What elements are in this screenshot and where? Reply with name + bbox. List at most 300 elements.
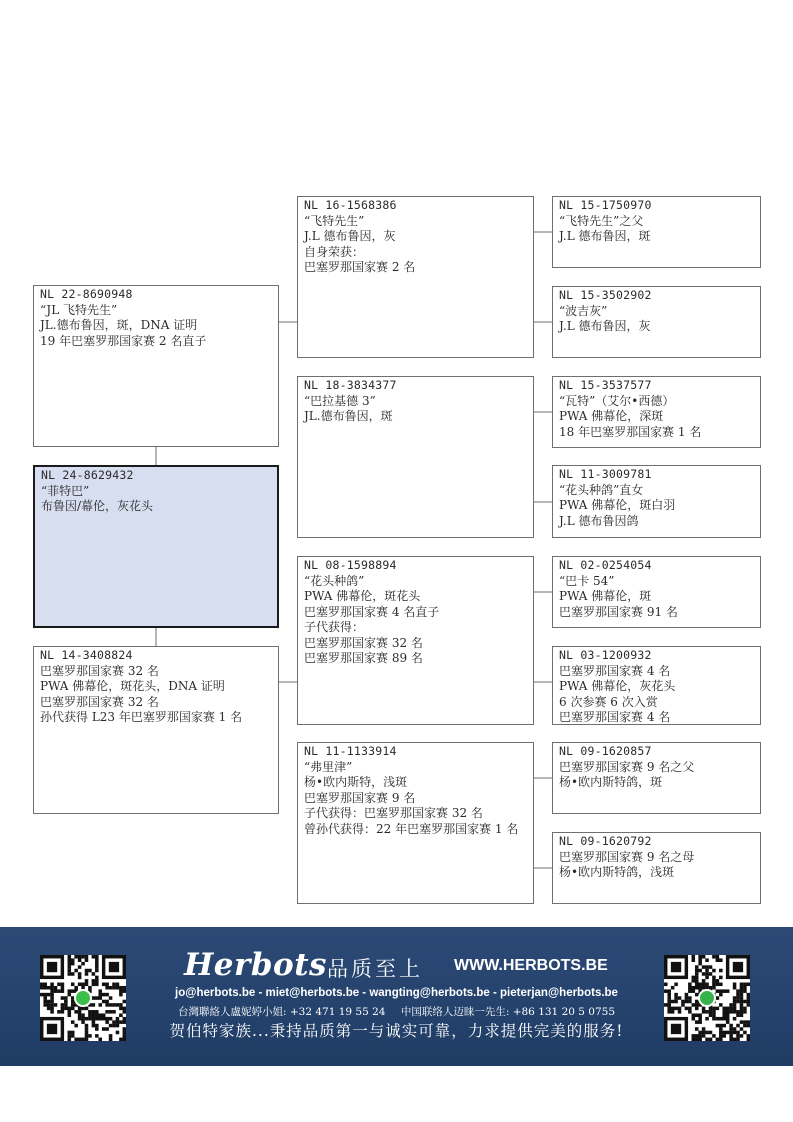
phone-china: 中国联络人迈睐一先生: +86 131 20 5 0755 bbox=[400, 1006, 616, 1018]
qr-module bbox=[733, 983, 737, 987]
qr-module bbox=[747, 1034, 750, 1038]
qr-module bbox=[667, 996, 671, 1000]
qr-module bbox=[95, 976, 99, 980]
qr-module bbox=[698, 962, 702, 966]
qr-module bbox=[695, 993, 699, 997]
pedigree-line: J.L 德布鲁因，灰 bbox=[559, 319, 651, 333]
qr-module bbox=[736, 1013, 740, 1017]
qr-module bbox=[685, 1007, 689, 1011]
qr-module bbox=[726, 989, 730, 993]
pedigree-line: 巴塞罗那国家赛 9 名之母 bbox=[559, 849, 695, 864]
qr-module bbox=[95, 955, 99, 959]
qr-module bbox=[695, 969, 699, 973]
qr-module bbox=[705, 972, 709, 976]
qr-module bbox=[692, 1034, 696, 1038]
ring-number: NL 24-8629432 bbox=[41, 468, 134, 482]
qr-module bbox=[68, 972, 72, 976]
qr-module bbox=[747, 1003, 750, 1007]
qr-module bbox=[698, 969, 702, 973]
qr-module bbox=[733, 1010, 737, 1014]
pedigree-box-sire-sire[interactable] bbox=[297, 196, 534, 358]
qr-module bbox=[743, 1020, 747, 1024]
qr-module bbox=[736, 1010, 740, 1014]
ring-number: NL 09-1620792 bbox=[559, 834, 652, 848]
qr-module bbox=[705, 965, 709, 969]
pedigree-line: 杨•欧内斯特鸽，浅斑 bbox=[559, 865, 675, 879]
qr-module bbox=[702, 1034, 706, 1038]
qr-module bbox=[719, 958, 723, 962]
qr-module bbox=[705, 969, 709, 973]
qr-module bbox=[688, 996, 692, 1000]
qr-module bbox=[743, 983, 747, 987]
qr-module bbox=[68, 969, 72, 973]
ring-number: NL 22-8690948 bbox=[40, 287, 133, 301]
pedigree-line: 巴塞罗那国家赛 91 名 bbox=[559, 604, 678, 619]
pedigree-line: 巴塞罗那国家赛 4 名 bbox=[559, 663, 671, 678]
qr-module bbox=[95, 969, 99, 973]
qr-module bbox=[702, 986, 706, 990]
pedigree-box-sire-dam-dam[interactable] bbox=[552, 465, 761, 538]
qr-module bbox=[681, 1000, 685, 1004]
pedigree-line: JL.德布鲁因，斑 bbox=[304, 409, 393, 423]
qr-module bbox=[71, 983, 75, 987]
qr-module bbox=[736, 993, 740, 997]
qr-module bbox=[692, 989, 696, 993]
qr-module bbox=[85, 958, 89, 962]
qr-module bbox=[733, 1017, 737, 1021]
qr-module bbox=[68, 955, 72, 959]
pedigree-line: 杨•欧内斯特，浅斑 bbox=[304, 775, 408, 789]
qr-module bbox=[695, 1034, 699, 1038]
qr-module bbox=[698, 1031, 702, 1035]
qr-module bbox=[74, 969, 78, 973]
pedigree-line: 巴塞罗那国家赛 9 名 bbox=[304, 790, 416, 805]
qr-module bbox=[740, 996, 744, 1000]
qr-module bbox=[50, 1000, 54, 1004]
pedigree-line: 巴塞罗那国家赛 32 名 bbox=[304, 635, 423, 650]
pedigree-box-sire[interactable] bbox=[33, 285, 279, 447]
ring-number: NL 18-3834377 bbox=[304, 378, 397, 392]
qr-module bbox=[105, 1000, 109, 1004]
qr-module bbox=[716, 1024, 720, 1028]
qr-module bbox=[692, 986, 696, 990]
qr-module bbox=[719, 989, 723, 993]
qr-module bbox=[698, 1017, 702, 1021]
qr-module bbox=[729, 1003, 733, 1007]
qr-module bbox=[695, 986, 699, 990]
qr-code-wechat-icon[interactable] bbox=[664, 955, 750, 1041]
website-link[interactable]: WWW.HERBOTS.BE bbox=[454, 957, 608, 974]
qr-module bbox=[78, 972, 82, 976]
pedigree-line: 杨•欧内斯特鸽，斑 bbox=[559, 775, 663, 789]
qr-finder-pattern bbox=[671, 962, 681, 972]
qr-module bbox=[702, 972, 706, 976]
qr-module bbox=[102, 983, 106, 987]
qr-module bbox=[716, 1038, 720, 1041]
qr-module bbox=[726, 1017, 730, 1021]
qr-module bbox=[747, 1020, 750, 1024]
qr-module bbox=[736, 1034, 740, 1038]
qr-module bbox=[674, 993, 678, 997]
qr-module bbox=[43, 983, 47, 987]
qr-module bbox=[78, 958, 82, 962]
pedigree-line: 子代获得：巴塞罗那国家赛 32 名 bbox=[304, 806, 483, 820]
brand-row bbox=[184, 947, 614, 983]
qr-module bbox=[78, 976, 82, 980]
qr-module bbox=[716, 1017, 720, 1021]
qr-module bbox=[705, 983, 709, 987]
qr-module bbox=[85, 972, 89, 976]
qr-module bbox=[729, 1031, 733, 1035]
qr-module bbox=[692, 979, 696, 983]
qr-module bbox=[709, 1007, 713, 1011]
qr-module bbox=[116, 983, 120, 987]
qr-module bbox=[688, 1000, 692, 1004]
pedigree-line: “波吉灰” bbox=[559, 303, 608, 318]
qr-module bbox=[74, 955, 78, 959]
pedigree-line: 巴塞罗那国家赛 89 名 bbox=[304, 651, 423, 665]
qr-module bbox=[712, 983, 716, 987]
pedigree-box-dam-dam-sire[interactable] bbox=[552, 742, 761, 814]
qr-module bbox=[740, 1013, 744, 1017]
qr-module bbox=[712, 1010, 716, 1014]
qr-module bbox=[705, 976, 709, 980]
qr-module bbox=[698, 1034, 702, 1038]
qr-module bbox=[705, 1010, 709, 1014]
qr-module bbox=[667, 1010, 671, 1014]
qr-module bbox=[688, 986, 692, 990]
qr-module bbox=[695, 1027, 699, 1031]
qr-module bbox=[716, 1007, 720, 1011]
qr-module bbox=[722, 1010, 726, 1014]
qr-module bbox=[709, 986, 713, 990]
qr-module bbox=[688, 1010, 692, 1014]
qr-module bbox=[712, 986, 716, 990]
qr-module bbox=[71, 972, 75, 976]
pedigree-line: “花头种鸽” bbox=[304, 573, 365, 588]
qr-module bbox=[733, 1003, 737, 1007]
contact-emails[interactable]: jo@herbots.be - miet@herbots.be - wangting@herbots.be - pieterjan@herbots.be bbox=[175, 987, 618, 999]
qr-module bbox=[92, 972, 96, 976]
pedigree-box-dam-dam[interactable] bbox=[297, 742, 534, 904]
ring-number: NL 11-3009781 bbox=[559, 467, 652, 481]
qr-module bbox=[678, 996, 682, 1000]
pedigree-line: “JL 飞特先生” bbox=[40, 302, 118, 317]
pedigree-line: “弗里津” bbox=[304, 759, 353, 774]
pedigree-line: “巴卡 54” bbox=[559, 573, 615, 588]
qr-module bbox=[102, 1000, 106, 1004]
qr-app-badge-icon bbox=[699, 990, 715, 1006]
qr-module bbox=[698, 983, 702, 987]
qr-module bbox=[695, 1000, 699, 1004]
pedigree-box-dam-sire-sire[interactable] bbox=[552, 556, 761, 628]
pedigree-line: 巴塞罗那国家赛 32 名 bbox=[40, 694, 159, 709]
qr-module bbox=[729, 1024, 733, 1028]
qr-module bbox=[674, 1007, 678, 1011]
qr-module bbox=[667, 1007, 671, 1011]
qr-module bbox=[695, 1007, 699, 1011]
qr-module bbox=[736, 1024, 740, 1028]
pedigree-line: PWA 佛幕伦，斑白羽 bbox=[559, 498, 676, 512]
pedigree-line: 6 次参赛 6 次入赏 bbox=[559, 694, 658, 709]
qr-module bbox=[733, 1007, 737, 1011]
qr-module bbox=[698, 958, 702, 962]
pedigree-box-dam[interactable] bbox=[33, 646, 279, 814]
qr-module bbox=[729, 1034, 733, 1038]
qr-module bbox=[85, 969, 89, 973]
ring-number: NL 14-3408824 bbox=[40, 648, 133, 662]
pedigree-line: J.L 德布鲁因，灰 bbox=[304, 229, 396, 243]
qr-module bbox=[705, 958, 709, 962]
qr-module bbox=[736, 996, 740, 1000]
qr-module bbox=[692, 955, 696, 959]
pedigree-line: “瓦特”（艾尔•西德） bbox=[559, 393, 675, 408]
qr-module bbox=[712, 1007, 716, 1011]
ring-number: NL 16-1568386 bbox=[304, 198, 397, 212]
pedigree-line: 子代获得： bbox=[304, 620, 365, 634]
qr-module bbox=[736, 989, 740, 993]
qr-module bbox=[674, 1000, 678, 1004]
qr-module bbox=[674, 996, 678, 1000]
qr-module bbox=[733, 1000, 737, 1004]
qr-module bbox=[667, 993, 671, 997]
pedigree-line: 18 年巴塞罗那国家赛 1 名 bbox=[559, 424, 702, 439]
qr-module bbox=[722, 1013, 726, 1017]
qr-module bbox=[695, 1013, 699, 1017]
qr-module bbox=[716, 983, 720, 987]
qr-module bbox=[705, 1038, 709, 1041]
qr-module bbox=[747, 993, 750, 997]
pedigree-box-dam-sire-dam[interactable] bbox=[552, 646, 761, 725]
qr-module bbox=[92, 979, 96, 983]
pedigree-line: “飞特先生” bbox=[304, 213, 365, 228]
qr-module bbox=[740, 1027, 744, 1031]
qr-module bbox=[743, 989, 747, 993]
qr-module bbox=[747, 1024, 750, 1028]
qr-module bbox=[712, 955, 716, 959]
qr-module bbox=[702, 983, 706, 987]
qr-module bbox=[678, 1010, 682, 1014]
pedigree-box-sire-dam[interactable] bbox=[297, 376, 534, 538]
qr-module bbox=[123, 1000, 126, 1004]
qr-module bbox=[692, 1013, 696, 1017]
pedigree-line: 布鲁因/幕伦，灰花头 bbox=[41, 499, 154, 513]
qr-module bbox=[698, 955, 702, 959]
footer-slogan: 贺伯特家族...秉持品质第一与诚实可靠，力求提供完美的服务! bbox=[169, 1022, 624, 1040]
pedigree-line: PWA 佛幕伦，斑 bbox=[559, 589, 652, 603]
qr-module bbox=[702, 955, 706, 959]
qr-module bbox=[685, 996, 689, 1000]
qr-module bbox=[719, 1038, 723, 1041]
qr-module bbox=[719, 1024, 723, 1028]
qr-module bbox=[705, 1017, 709, 1021]
pedigree-line: “飞特先生”之父 bbox=[559, 213, 644, 228]
qr-module bbox=[68, 962, 72, 966]
pedigree-line: 巴塞罗那国家赛 9 名之父 bbox=[559, 759, 695, 774]
qr-finder-pattern bbox=[109, 962, 119, 972]
qr-module bbox=[685, 1000, 689, 1004]
qr-module bbox=[719, 993, 723, 997]
qr-module bbox=[85, 955, 89, 959]
qr-module bbox=[667, 1000, 671, 1004]
qr-module bbox=[695, 1003, 699, 1007]
qr-module bbox=[722, 1024, 726, 1028]
qr-module bbox=[712, 1017, 716, 1021]
qr-module bbox=[71, 1000, 75, 1004]
qr-module bbox=[733, 996, 737, 1000]
qr-module bbox=[78, 965, 82, 969]
qr-module bbox=[712, 976, 716, 980]
qr-module bbox=[43, 1000, 47, 1004]
qr-module bbox=[95, 962, 99, 966]
qr-module bbox=[712, 1034, 716, 1038]
pedigree-line: 巴塞罗那国家赛 4 名 bbox=[559, 710, 671, 724]
ring-number: NL 15-1750970 bbox=[559, 198, 652, 212]
qr-module bbox=[50, 983, 54, 987]
qr-module bbox=[688, 989, 692, 993]
qr-module bbox=[743, 986, 747, 990]
pedigree-box-subject[interactable] bbox=[33, 465, 279, 628]
qr-module bbox=[719, 1034, 723, 1038]
qr-module bbox=[105, 983, 109, 987]
pedigree-line: PWA 佛幕伦，斑花头 bbox=[304, 589, 421, 603]
qr-module bbox=[78, 983, 82, 987]
pedigree-line: PWA 佛幕伦，斑花头，DNA 证明 bbox=[40, 679, 225, 693]
qr-module bbox=[709, 1038, 713, 1041]
pedigree-line: “菲特巴” bbox=[41, 483, 90, 498]
qr-module bbox=[61, 983, 65, 987]
qr-module bbox=[747, 996, 750, 1000]
qr-module bbox=[678, 1007, 682, 1011]
qr-module bbox=[64, 1000, 68, 1004]
qr-module bbox=[671, 1010, 675, 1014]
qr-module bbox=[705, 1031, 709, 1035]
qr-module bbox=[722, 1017, 726, 1021]
pedigree-box-sire-dam-sire[interactable] bbox=[552, 376, 761, 448]
qr-module bbox=[726, 1010, 730, 1014]
qr-module bbox=[736, 1031, 740, 1035]
qr-module bbox=[698, 1020, 702, 1024]
qr-module bbox=[709, 1031, 713, 1035]
qr-module bbox=[702, 1010, 706, 1014]
qr-module bbox=[726, 1031, 730, 1035]
qr-module bbox=[681, 1003, 685, 1007]
qr-module bbox=[92, 983, 96, 987]
qr-module bbox=[685, 993, 689, 997]
qr-module bbox=[78, 955, 82, 959]
qr-module bbox=[716, 979, 720, 983]
pedigree-line: “花头种鸽”直女 bbox=[559, 482, 644, 497]
qr-module bbox=[743, 1010, 747, 1014]
qr-module bbox=[81, 955, 85, 959]
qr-module bbox=[92, 955, 96, 959]
qr-module bbox=[695, 983, 699, 987]
qr-module bbox=[57, 983, 61, 987]
pedigree-line: JL.德布鲁因，斑，DNA 证明 bbox=[40, 318, 198, 332]
pedigree-line: PWA 佛幕伦，深斑 bbox=[559, 409, 664, 423]
pedigree-line: J.L 德布鲁因，斑 bbox=[559, 229, 651, 243]
qr-module bbox=[743, 1000, 747, 1004]
qr-module bbox=[664, 1003, 668, 1007]
qr-module bbox=[747, 983, 750, 987]
ring-number: NL 09-1620857 bbox=[559, 744, 652, 758]
qr-module bbox=[709, 1010, 713, 1014]
qr-module bbox=[698, 1013, 702, 1017]
pedigree-box-dam-sire[interactable] bbox=[297, 556, 534, 725]
pedigree-box-sire-sire-sire[interactable] bbox=[552, 196, 761, 268]
qr-module bbox=[81, 983, 85, 987]
qr-module bbox=[726, 1013, 730, 1017]
qr-module bbox=[95, 958, 99, 962]
herbots-logo[interactable]: Herbots bbox=[184, 947, 327, 983]
qr-module bbox=[695, 965, 699, 969]
qr-module bbox=[674, 983, 678, 987]
qr-module bbox=[667, 989, 671, 993]
qr-module bbox=[719, 983, 723, 987]
pedigree-box-dam-dam-dam[interactable] bbox=[552, 832, 761, 904]
qr-module bbox=[698, 1038, 702, 1041]
qr-module bbox=[695, 1038, 699, 1041]
qr-module bbox=[740, 983, 744, 987]
qr-module bbox=[712, 979, 716, 983]
qr-module bbox=[702, 1027, 706, 1031]
pedigree-box-sire-sire-dam[interactable] bbox=[552, 286, 761, 358]
pedigree-line: 巴塞罗那国家赛 2 名 bbox=[304, 260, 416, 274]
brand-motto: 品质至上 bbox=[327, 957, 423, 981]
qr-module bbox=[47, 1000, 51, 1004]
qr-module bbox=[740, 1020, 744, 1024]
qr-module bbox=[733, 1027, 737, 1031]
qr-module bbox=[719, 969, 723, 973]
qr-module bbox=[733, 986, 737, 990]
pedigree-line: 巴塞罗那国家赛 4 名直子 bbox=[304, 604, 440, 619]
qr-module bbox=[698, 986, 702, 990]
qr-module bbox=[692, 1003, 696, 1007]
qr-module bbox=[719, 976, 723, 980]
qr-module bbox=[85, 983, 89, 987]
qr-module bbox=[85, 979, 89, 983]
qr-module bbox=[729, 1007, 733, 1011]
phone-taiwan: 台灣聯絡人盧妮婷小姐: +32 471 19 55 24 bbox=[177, 1006, 386, 1018]
qr-module bbox=[702, 979, 706, 983]
qr-module bbox=[664, 989, 668, 993]
qr-module bbox=[68, 965, 72, 969]
qr-module bbox=[712, 969, 716, 973]
qr-module bbox=[716, 955, 720, 959]
qr-module bbox=[722, 1007, 726, 1011]
qr-module bbox=[702, 1031, 706, 1035]
qr-module bbox=[695, 976, 699, 980]
qr-module bbox=[688, 983, 692, 987]
pedigree-line: 19 年巴塞罗那国家赛 2 名直子 bbox=[40, 333, 207, 348]
qr-module bbox=[722, 1034, 726, 1038]
ring-number: NL 15-3537577 bbox=[559, 378, 652, 392]
qr-module bbox=[726, 1020, 730, 1024]
ring-number: NL 15-3502902 bbox=[559, 288, 652, 302]
qr-code-graphic bbox=[664, 955, 750, 1041]
qr-module bbox=[688, 1007, 692, 1011]
qr-module bbox=[716, 996, 720, 1000]
qr-finder-pattern bbox=[671, 1024, 681, 1034]
footer-banner bbox=[0, 927, 793, 1066]
qr-module bbox=[112, 983, 116, 987]
ring-number: NL 08-1598894 bbox=[304, 558, 397, 572]
qr-module bbox=[68, 958, 72, 962]
pedigree-line: J.L 德布鲁因鸽 bbox=[559, 513, 639, 528]
qr-module bbox=[722, 1031, 726, 1035]
qr-module bbox=[40, 983, 44, 987]
qr-module bbox=[719, 1003, 723, 1007]
